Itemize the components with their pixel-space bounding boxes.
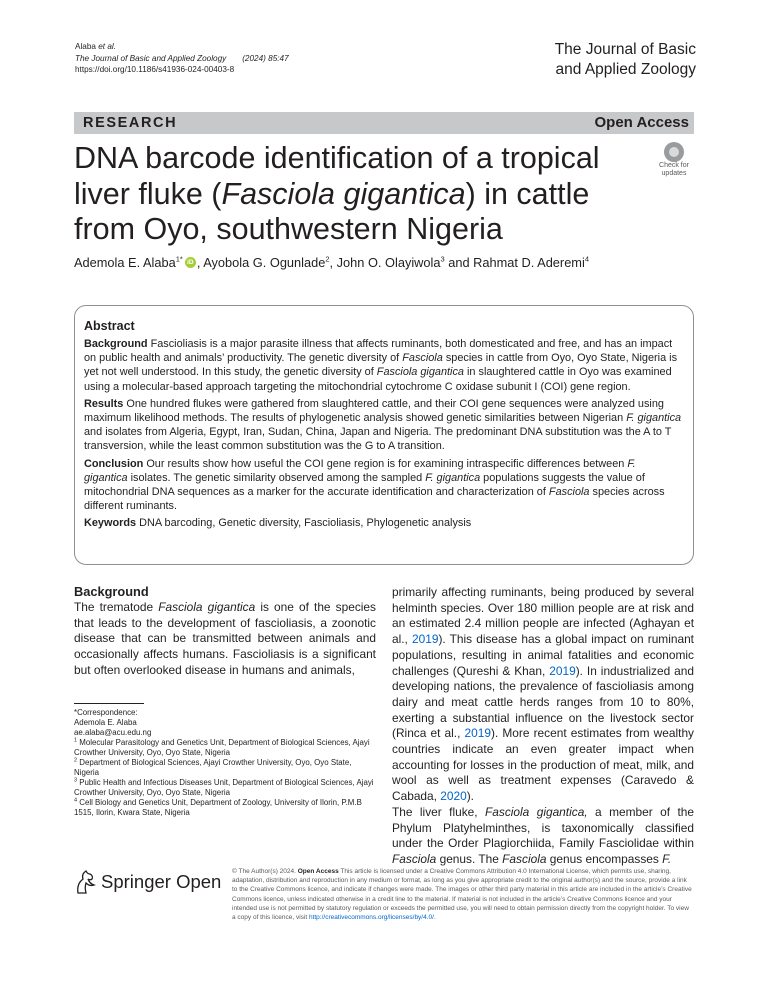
license-link[interactable]: http://creativecommons.org/licenses/by/4.0/ [308,914,434,922]
citation-link[interactable]: 2020 [440,789,467,804]
citation-link[interactable]: 2019 [412,632,439,647]
footnotes: *Correspondence: Ademola E. Alaba ae.alaba@acu.edu.ng $^1$ Molecular Parasitology and Genetics Unit, Department of Biological Sciences, Ajayi Crowther University, Oyo, Oyo State, Nigeria $^2$ Department of Biological Sciences, Ajayi Crowther University, Oyo, Oyo State, Nigeria $^3$ Public Health and Infectious Diseases Unit, Department of Biological Sciences, Ajayi Crowther University, Oyo, Oyo State, Nigeria $^4$ Cell Biology and Genetics Unit, Department of Zoology, University of Ilorin, P.M.B 1515, Ilorin, Kwara State, Nigeria [74,708,374,817]
springer-open-logo[interactable]: Springer Open [74,868,219,898]
abstract-keywords: Keywords DNA barcoding, Genetic diversity, Fascioliasis, Phylogenetic analysis [84,517,472,530]
body-paragraph: The liver fluke, Fasciola gigantica, a member of the Phylum Platyhelminthes, is taxonomically classified under the Order Plagiorchiida, Family Fasciolidae within Fasciola genus. The Fasciola genus encompasses F. [392,804,694,866]
doi-link[interactable]: https://doi.org/10.1186/s41936-024-00403-8 [75,65,235,74]
affiliation-4: $^4$ Cell Biology and Genetics Unit, Department of Zoology, University of Ilorin, P.M.B 1515, Ilorin, Kwara State, Nigeria [74,797,362,817]
affiliation-2: $^2$ Department of Biological Sciences, Ajayi Crowther University, Oyo, Oyo State, Nigeria [74,757,352,777]
body-paragraph: primarily affecting ruminants, being produced by several helminth species. Over 180 million people are at risk and an estimated 2.4 million people are infected (Aghayan et al., 2019). This disease has a global impact on ruminant populations, resulting in animal fatalities and economic challenges (Qureshi & Khan, 2019). In industrialized and developing nations, the prevalence of fascioliasis among dairy and meat cattle herds ranges from 10 to 80%, exerting a substantial influence on the livestock sector (Rinca et al., 2019). More recent estimates from wealthy countries indicate an even greater impact when accounting for losses in the production of meat, milk, and wool as well as treatment expenses (Caravedo & Cabada, 2020). [392,585,694,804]
article-type-label: RESEARCH [83,115,178,131]
abstract-box [74,305,694,565]
check-for-updates-button[interactable]: Check for updates [652,142,696,176]
affiliation-3: $^3$ Public Health and Infectious Diseases Unit, Department of Biological Sciences, Ajayi Crowther University, Oyo, Oyo State, Nigeria [74,777,374,797]
license-text: © The Author(s) 2024. Open Access This article is licensed under a Creative Commons Attribution 4.0 International License, which permits use, sharing, adaptation, distribution and reproduction in any medium or format, as long as you give appropriate credit to the original author(s) and the source, provide a link to the Creative Commons licence, and indicate if changes were made. The images or other third party material in this article are included in the article’s Creative Commons licence, unless indicated otherwise in a credit line to the material. If material is not included in the article’s Creative Commons licence and your intended use is not permitted by statutory regulation or exceeds the permitted use, you will need to obtain permission directly from the copyright holder. To view a copy of this licence, visit http://creativecommons.org/licenses/by/4.0/. [232,868,692,922]
correspondence-email-link[interactable]: ae.alaba@acu.edu.ng [74,728,152,737]
body-column-right [392,585,694,868]
springer-horse-icon [74,869,96,895]
abstract-conclusion: Conclusion Our results show how useful the COI gene region is for examining intraspecific differences between F. gigantica isolates. The genetic similarity observed among the sampled F. gigantica populations suggests the value of mitochondrial DNA sequences as a marker for the accurate identification and characterization of Fasciola species across different ruminants. [84,457,665,513]
check-for-updates-icon [664,142,684,162]
body-column-left [74,585,376,679]
open-access-label: Open Access [594,114,689,131]
affiliation-1: $^1$ Molecular Parasitology and Genetics Unit, Department of Biological Sciences, Ajayi Crowther University, Oyo, Oyo State, Nigeria [74,737,370,757]
footnote-divider [74,703,144,704]
section-heading-background: Background [74,584,149,599]
author-line: Alaba et al. [75,42,116,51]
abstract-background: Background Fascioliasis is a major parasite illness that affects ruminants, both domesticated and free, and has an impact on public health and animals’ productivity. The genetic diversity of Fasciola species in cattle from Oyo, Oyo State, Nigeria is yet not well understood. In this study, the genetic diversity of Fasciola gigantica in slaughtered cattle in Oyo was examined using a molecular-based approach targeting the mitochondrial cytochrome C oxidase subunit I (COI) gene region. [84,338,678,393]
article-type-bar [74,112,694,134]
journal-volume-line: The Journal of Basic and Applied Zoology (2024) 85:47 [75,53,289,63]
author-list: Ademola E. Alaba$^{1*}$ iD , Ayobola G. Ogunlade$^2$, John O. Olayiwola$^3$ and Rahmat D. Aderemi$^4$ [74,254,589,270]
running-header [75,41,289,76]
abstract-heading: Abstract [84,319,135,333]
body-paragraph: The trematode Fasciola gigantica is one of the species that leads to the development of fascioliasis, a zoonotic disease that can be transmitted between animals and occasionally affects humans. Fascioliasis is a significant but often overlooked disease in humans and animals, [74,600,376,677]
abstract-results: Results One hundred flukes were gathered from slaughtered cattle, and their COI gene sequences were analyzed using maximum likelihood methods. The results of phylogenetic analysis showed genetic similarities between Nigerian F. gigantica and isolates from Algeria, Egypt, Iran, Sudan, China, Japan and Nigeria. The predominant DNA substitution was the A to T transversion, while the least common substitution was the G to A transition. [84,397,682,453]
citation-link[interactable]: 2019 [549,663,576,678]
orcid-icon[interactable]: iD [185,257,196,268]
journal-name: The Journal of Basic and Applied Zoology [554,41,696,78]
citation-link[interactable]: 2019 [464,726,491,741]
article-title: DNA barcode identification of a tropical liver fluke (Fasciola gigantica) in cattle from Oyo, southwestern Nigeria [74,141,600,246]
